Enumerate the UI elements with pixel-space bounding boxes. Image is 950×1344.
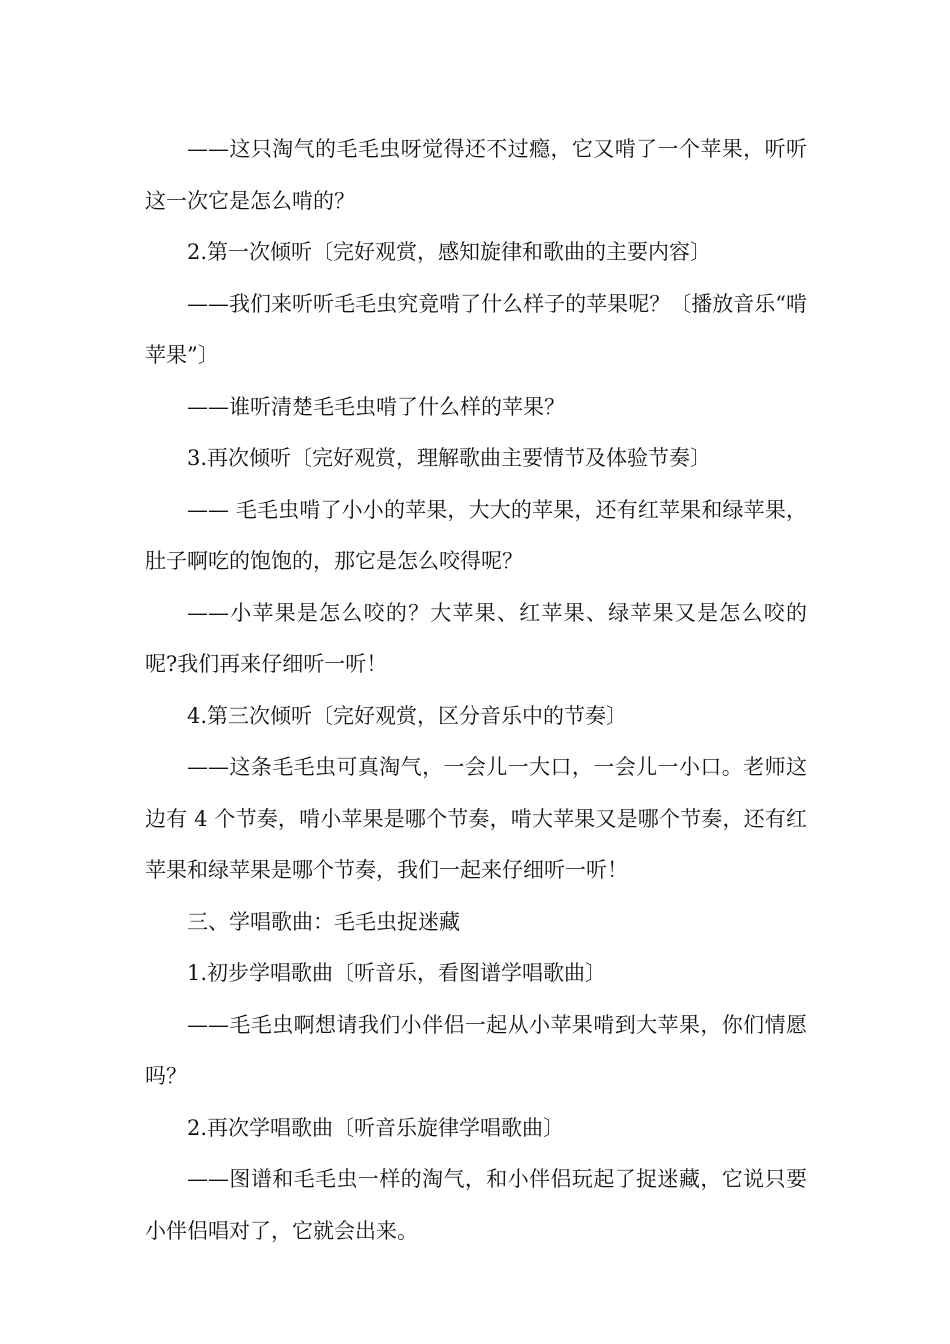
paragraph: ——小苹果是怎么咬的？大苹果、红苹果、绿苹果又是怎么咬的呢?我们再来仔细听一听！ — [145, 600, 807, 676]
paragraph: ——谁听清楚毛毛虫啃了什么样的苹果？ — [187, 394, 565, 419]
paragraph: —— 毛毛虫啃了小小的苹果，大大的苹果，还有红苹果和绿苹果，肚子啊吃的饱饱的，那它是怎么咬得呢？ — [145, 497, 807, 573]
paragraph: ——这只淘气的毛毛虫呀觉得还不过瘾，它又啃了一个苹果，听听这一次它是怎么啃的？ — [145, 137, 807, 213]
section-heading: 4.第三次倾听〔完好观赏，区分音乐中的节奏〕 — [187, 703, 628, 728]
section-heading: 1.初步学唱歌曲〔听音乐，看图谱学唱歌曲〕 — [187, 961, 607, 985]
section-heading: 2.第一次倾听〔完好观赏，感知旋律和歌曲的主要内容〕 — [187, 240, 712, 264]
section-heading: 3.再次倾听〔完好观赏，理解歌曲主要情节及体验节奏〕 — [187, 446, 712, 470]
paragraph: ——毛毛虫啊想请我们小伴侣一起从小苹果啃到大苹果，你们情愿吗？ — [145, 1012, 807, 1088]
paragraph: ——图谱和毛毛虫一样的淘气，和小伴侣玩起了捉迷藏，它说只要小伴侣唱对了，它就会出来。 — [145, 1167, 807, 1243]
paragraph: ——我们来听听毛毛虫究竟啃了什么样子的苹果呢？〔播放音乐“啃苹果”〕 — [145, 291, 807, 367]
document-body — [145, 124, 807, 1257]
paragraph: ——这条毛毛虫可真淘气，一会儿一大口，一会儿一小口。老师这边有 4 个节奏，啃小苹果是哪个节奏，啃大苹果又是哪个节奏，还有红苹果和绿苹果是哪个节奏，我们一起来仔细听一听！ — [145, 755, 807, 882]
section-heading: 三、学唱歌曲：毛毛虫捉迷藏 — [187, 909, 460, 934]
section-heading: 2.再次学唱歌曲〔听音乐旋律学唱歌曲〕 — [187, 1115, 565, 1140]
